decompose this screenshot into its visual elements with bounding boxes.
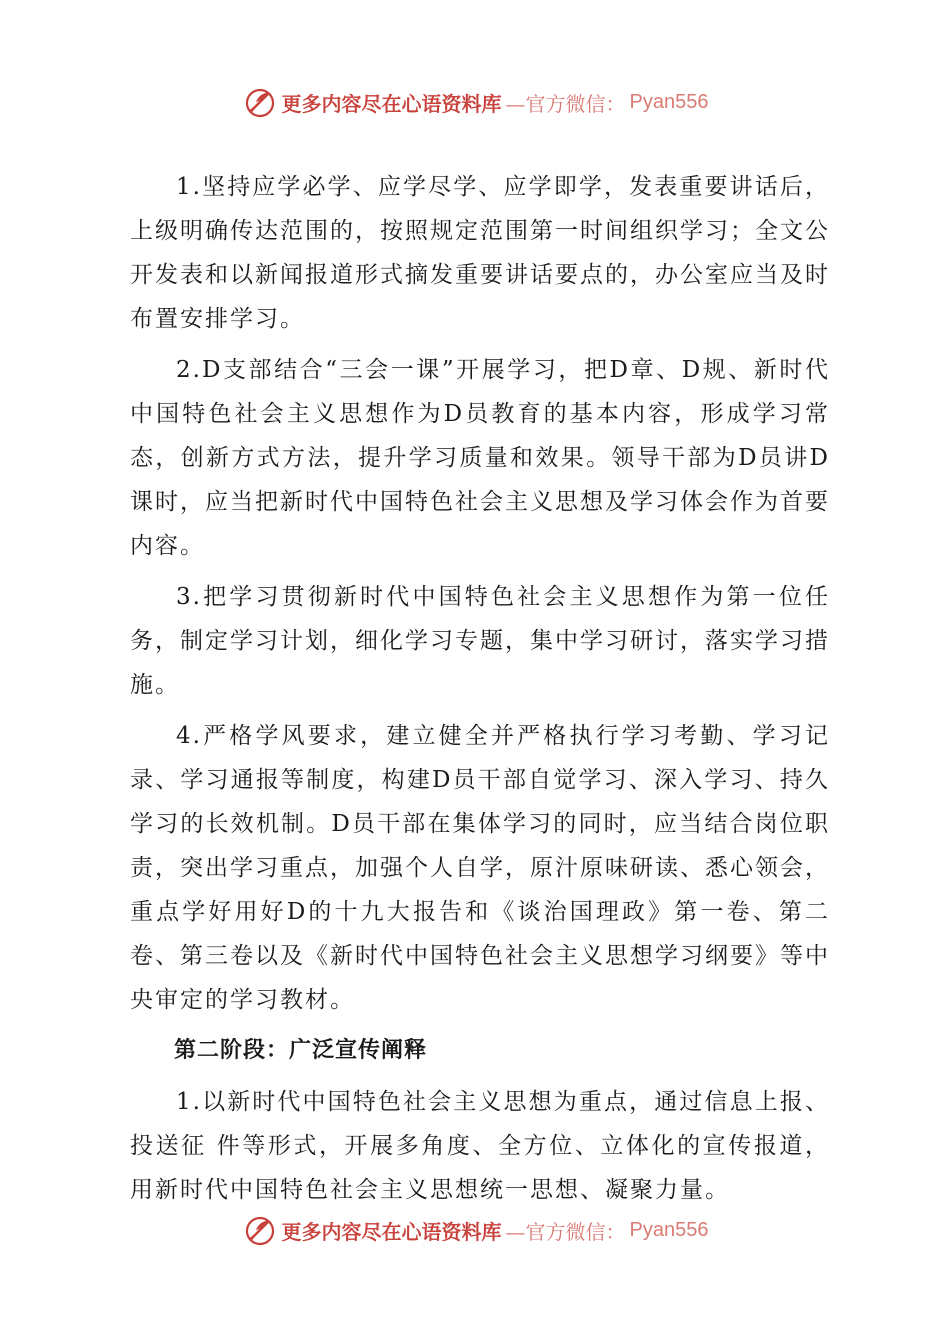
footer-banner [0,1210,950,1250]
banner-wechat-id: Pyan556 [629,1218,709,1241]
banner-wechat-label: —官方微信： [505,91,626,116]
header-banner [0,82,950,122]
quill-logo-icon [242,84,278,120]
section-heading: 第二阶段：广泛宣传阐释 [174,1038,428,1063]
paragraph: 1.以新时代中国特色社会主义思想为重点，通过信息上报、投送征 件等形式，开展多角度、全方位、立体化的宣传报道，用新时代中国特色社会主义思想统一思想、凝聚力量。 [130,1089,830,1203]
paragraph: 1.坚持应学必学、应学尽学、应学即学，发表重要讲话后，上级明确传达范围的，按照规定范围第一时间组织学习；全文公开发表和以新闻报道形式摘发重要讲话要点的，办公室应当及时布置安排学习。 [130,174,830,332]
paragraph: 4.严格学风要求，建立健全并严格执行学习考勤、学习记录、学习通报等制度，构建D员干部自觉学习、深入学习、持久学习的长效机制。D员干部在集体学习的同时，应当结合岗位职责，突出学习重点，加强个人自学，原汁原味研读、悉心领会，重点学好用好D的十九大报告和《谈治国理政》第一卷、第二卷、第三卷以及《新时代中国特色社会主义思想学习纲要》等中央审定的学习教材。 [130,723,830,1013]
banner-title: 更多内容尽在心语资料库 [281,1219,502,1244]
document-body [130,165,830,1219]
quill-logo-icon [242,1212,278,1248]
banner-wechat-id: Pyan556 [629,90,709,113]
paragraph: 3.把学习贯彻新时代中国特色社会主义思想作为第一位任务，制定学习计划，细化学习专题，集中学习研讨，落实学习措施。 [130,584,830,698]
banner-wechat-label: —官方微信： [505,1219,626,1244]
paragraph: 2.D支部结合“三会一课”开展学习，把D章、D规、新时代中国特色社会主义思想作为D员教育的基本内容，形成学习常态，创新方式方法，提升学习质量和效果。领导干部为D员讲D课时，应当把新时代中国特色社会主义思想及学习体会作为首要内容。 [130,357,830,559]
banner-title: 更多内容尽在心语资料库 [281,91,502,116]
